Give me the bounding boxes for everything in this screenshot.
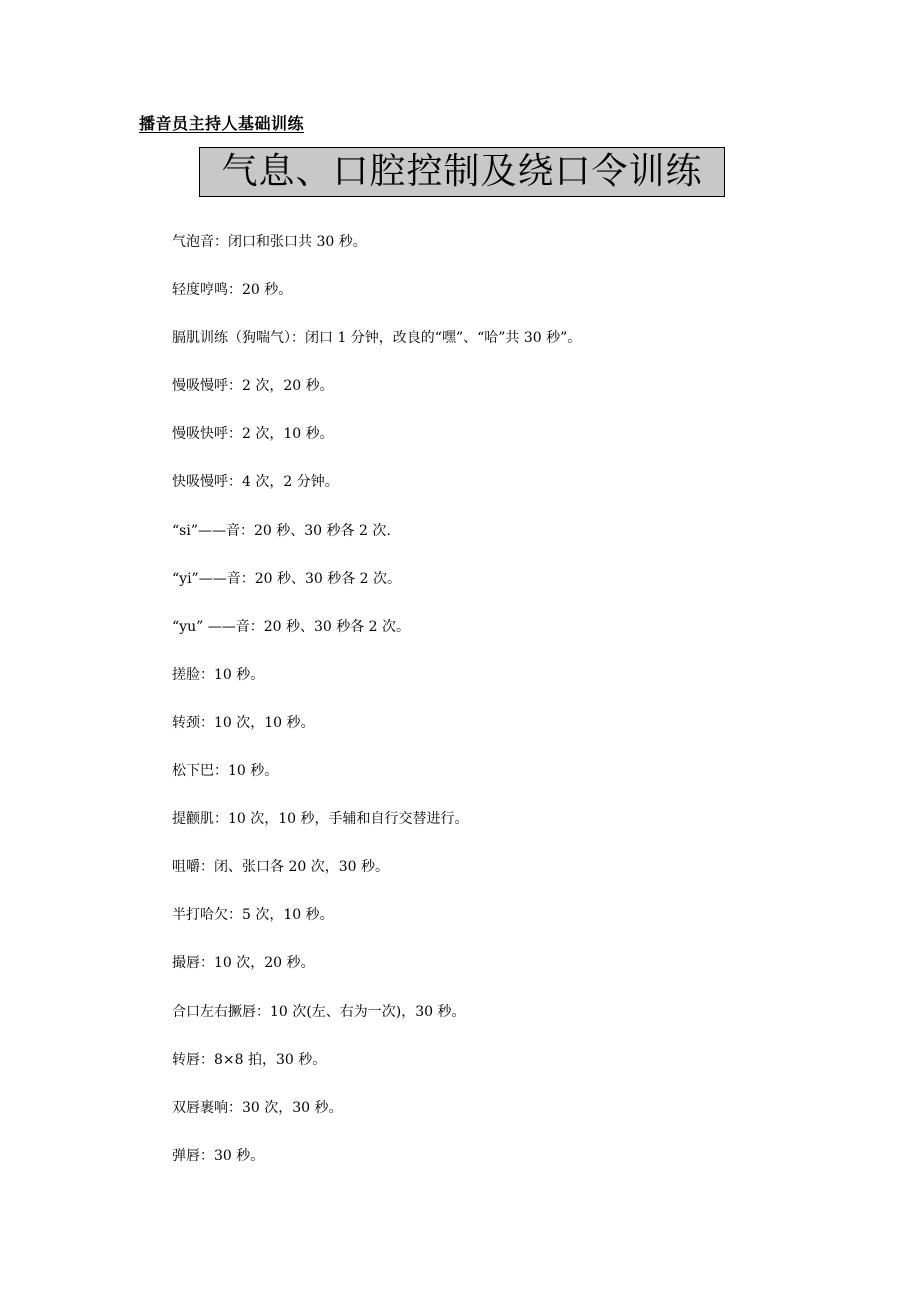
training-item: 转颈：10 次，10 秒。: [172, 714, 315, 731]
training-item: 慢吸慢呼：2 次，20 秒。: [172, 378, 334, 395]
training-item: 弹唇：30 秒。: [172, 1147, 265, 1164]
training-item: 合口左右撅唇：10 次(左、右为一次)，30 秒。: [172, 1003, 466, 1020]
training-item: 提颧肌：10 次，10 秒，手辅和自行交替进行。: [172, 811, 469, 828]
document-header: 播音员主持人基础训练: [139, 114, 305, 133]
training-item: 搓脸：10 秒。: [172, 666, 265, 683]
document-title: 气息、口腔控制及绕口令训练: [221, 151, 703, 192]
training-item: 膈肌训练（狗喘气）：闭口 1 分钟，改良的“嘿”、“哈”共 30 秒”。: [172, 330, 582, 347]
training-item: “si”——音：20 秒、30 秒各 2 次.: [172, 522, 391, 539]
training-item: 快吸慢呼：4 次，2 分钟。: [172, 474, 339, 491]
training-item: 双唇裹响：30 次，30 秒。: [172, 1099, 343, 1116]
training-item: 慢吸快呼：2 次，10 秒。: [172, 426, 334, 443]
title-box: [199, 147, 725, 197]
training-item: 气泡音：闭口和张口共 30 秒。: [172, 234, 367, 250]
training-item: 半打哈欠：5 次，10 秒。: [172, 907, 334, 924]
training-item-list: [172, 232, 581, 1194]
training-item: 松下巴：10 秒。: [172, 763, 279, 780]
training-item: 轻度哼鸣：20 秒。: [172, 282, 293, 299]
training-item: “yu” ——音：20 秒、30 秒各 2 次。: [172, 618, 411, 635]
training-item: 转唇：8×8 拍，30 秒。: [172, 1051, 327, 1068]
training-item: “yi”——音：20 秒、30 秒各 2 次。: [172, 570, 402, 587]
training-item: 撮唇：10 次，20 秒。: [172, 955, 315, 972]
training-item: 咀嚼：闭、张口各 20 次，30 秒。: [172, 859, 389, 876]
